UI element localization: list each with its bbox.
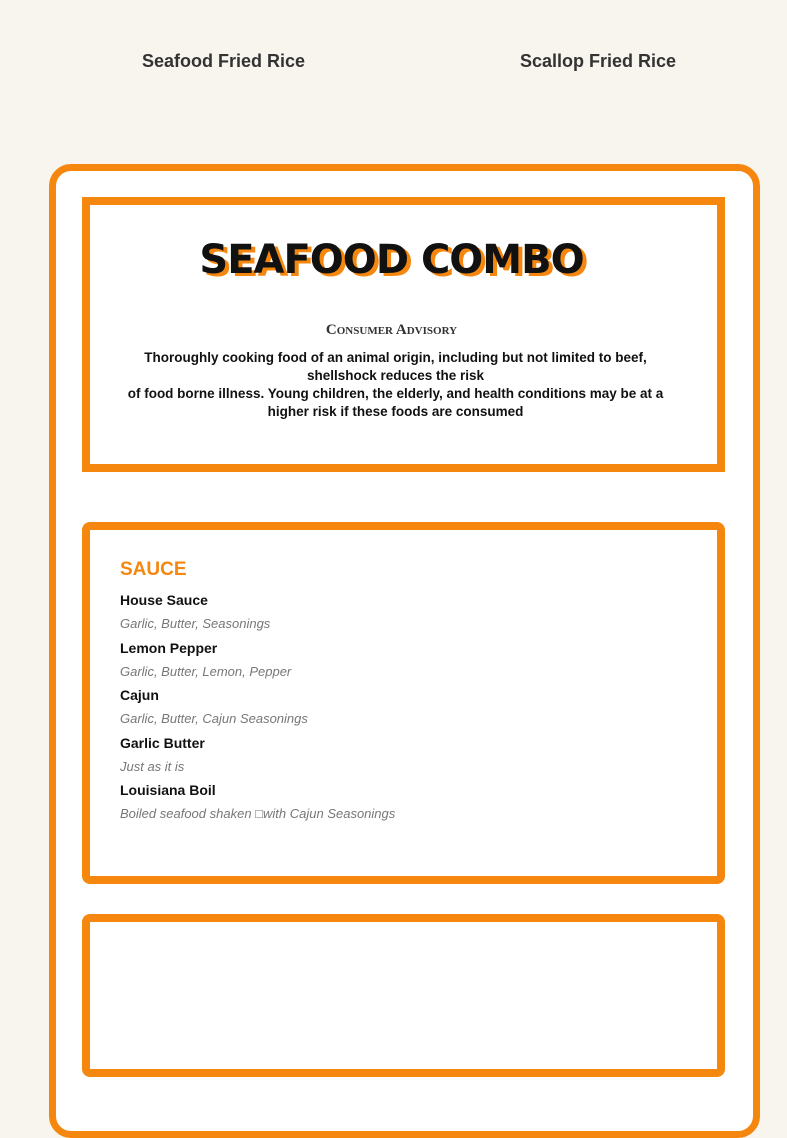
sauce-item bbox=[120, 591, 680, 639]
menu-item-scallop-fried-rice: Scallop Fried Rice bbox=[520, 51, 677, 71]
sauce-item bbox=[120, 734, 680, 782]
top-menu-items bbox=[0, 0, 787, 120]
sauce-box bbox=[82, 522, 725, 884]
advisory-line: Thoroughly cooking food of an animal origin, including but not limited to beef, bbox=[144, 350, 647, 365]
advisory-line: shellshock reduces the risk bbox=[306, 368, 485, 383]
sauce-name: Cajun bbox=[120, 687, 159, 703]
sauce-heading: SAUCE bbox=[120, 559, 187, 580]
seafood-combo-header-box bbox=[82, 197, 725, 472]
advisory-line: of food borne illness. Young children, the elderly, and health conditions may be at a bbox=[127, 386, 664, 401]
empty-content-box bbox=[82, 914, 725, 1077]
menu-item-seafood-fried-rice: Seafood Fried Rice bbox=[142, 51, 306, 71]
sauce-description: Garlic, Butter, Lemon, Pepper bbox=[120, 663, 292, 679]
sauce-item bbox=[120, 686, 680, 734]
sauce-description: Garlic, Butter, Cajun Seasonings bbox=[120, 711, 308, 726]
sauce-name: Louisiana Boil bbox=[120, 782, 216, 798]
sauce-description: Garlic, Butter, Seasonings bbox=[120, 616, 271, 631]
sauce-list bbox=[120, 591, 680, 829]
advisory-line: higher risk if these foods are consumed bbox=[267, 404, 524, 419]
sauce-description: Just as it is bbox=[120, 758, 185, 774]
section-title: SEAFOOD COMBO bbox=[199, 237, 584, 283]
sauce-item bbox=[120, 639, 680, 687]
sauce-name: Lemon Pepper bbox=[120, 639, 218, 656]
sauce-description: Boiled seafood shaken □with Cajun Seasonings bbox=[120, 806, 396, 821]
sauce-name: House Sauce bbox=[120, 592, 208, 608]
sauce-item bbox=[120, 781, 680, 829]
consumer-advisory-heading: Consumer Advisory bbox=[325, 322, 458, 338]
sauce-name: Garlic Butter bbox=[120, 734, 205, 751]
consumer-advisory-text bbox=[122, 349, 669, 421]
